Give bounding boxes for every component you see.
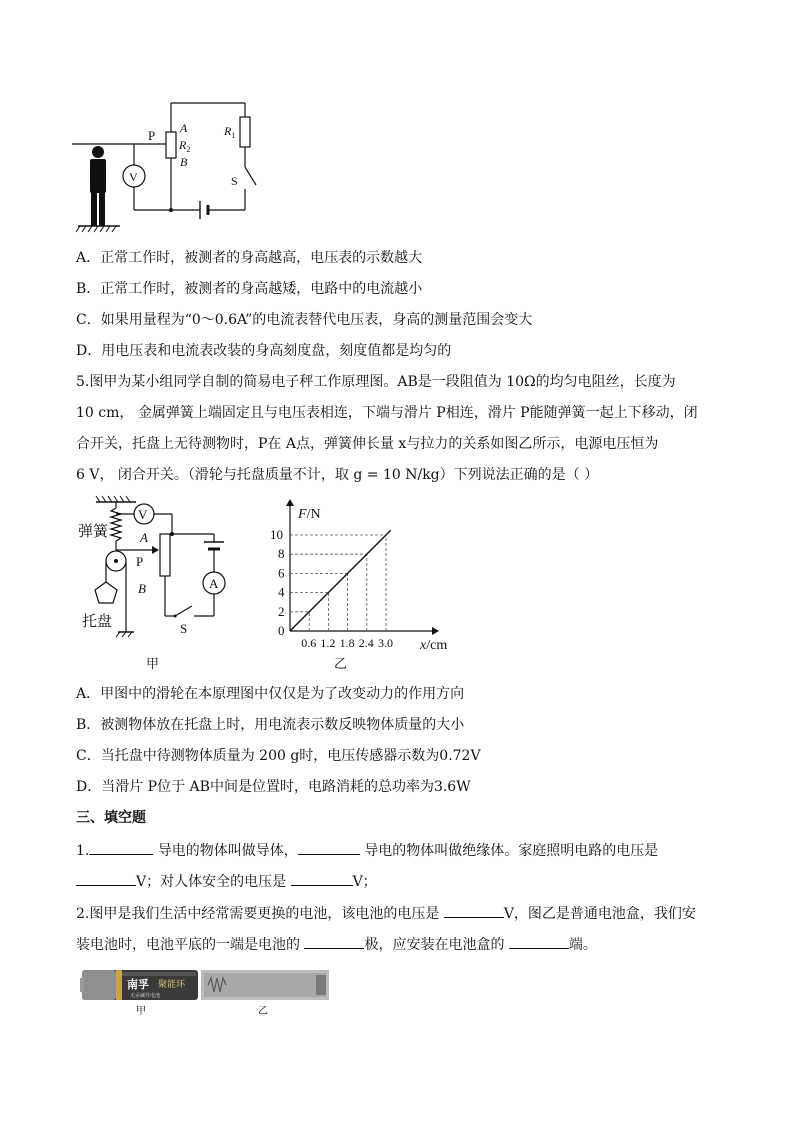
q5-option-a: A．甲图中的滑轮在本原理图中仅仅是为了改变动力的作用方向 [76, 686, 465, 702]
label-r1: $R_1$ [224, 124, 236, 140]
label-b: B [138, 581, 146, 596]
battery-photos-figure [80, 966, 332, 1022]
height-meter-circuit-figure [70, 95, 280, 235]
q5-option-c: C．当托盘中待测物体质量为 200 g时，电压传感器示数为0.72V [76, 748, 481, 764]
x-tick-label: 3.0 [378, 636, 393, 650]
label-spring: 弹簧 [78, 524, 109, 540]
q4-option-c: C．如果用量程为“0～0.6A”的电流表替代电压表，身高的测量范围会变大 [76, 312, 533, 328]
data-line [290, 530, 391, 631]
label-s: S [231, 174, 238, 188]
q5-stem-line-4: 6 V， 闭合开关。（滑轮与托盘质量不计，取 g = 10 N/kg）下列说法正确的是（ ） [76, 467, 599, 483]
figure-caption-jia: 甲 [136, 1006, 146, 1017]
answer-blank[interactable] [304, 934, 364, 949]
q4-option-b: B．正常工作时，被测者的身高越矮，电路中的电流越小 [76, 281, 423, 297]
y-axis-label: F/N [298, 507, 321, 522]
person-figure [90, 146, 106, 226]
q2-line-2: 装电池时，电池平底的一端是电池的 极，应安装在电池盒的 端。 [76, 934, 597, 955]
q1-line-1: 1. 导电的物体叫做导体， 导电的物体叫做绝缘体。家庭照明电路的电压是 [76, 840, 658, 861]
battery-small-text: 无汞碱性电池 [130, 994, 161, 999]
y-tick-label: 2 [278, 603, 285, 619]
battery-brand-2: 聚能环 [158, 979, 186, 989]
label-s: S [180, 621, 188, 636]
label-a: A [140, 530, 148, 545]
x-tick-label: 1.8 [339, 636, 355, 650]
section-title: 三、填空题 [76, 810, 146, 826]
answer-blank[interactable] [89, 840, 153, 855]
y-tick-label: 8 [278, 546, 285, 562]
x-tick-label: 0.6 [301, 636, 317, 650]
label-p: P [148, 128, 156, 143]
voltmeter-label: V [138, 507, 148, 522]
x-axis-arrow [432, 627, 439, 635]
answer-blank[interactable] [76, 871, 136, 886]
q5-stem-line-3: 合开关，托盘上无待测物时，P在 A点，弹簧伸长量 x与拉力的关系如图乙所示，电源电压恒为 [76, 436, 659, 452]
q5-option-d: D．当滑片 P位于 AB中间是位置时，电路消耗的总功率为3.6W [76, 779, 471, 795]
ammeter-label: A [209, 576, 219, 591]
y-axis-arrow [286, 499, 294, 506]
q5-stem-line-1: 5.图甲为某小组同学自制的简易电子秤工作原理图。AB是一段阻值为 10Ω的均匀电阻丝，长度为 [76, 374, 676, 390]
label-p: P [136, 554, 144, 569]
battery-brand: 南孚 [127, 979, 149, 991]
figure-caption-yi: 乙 [258, 1006, 268, 1017]
answer-blank[interactable] [298, 840, 360, 855]
voltmeter-label: V [129, 170, 138, 184]
battery-box-image [201, 970, 329, 1000]
q2-line-1: 2.图甲是我们生活中经常需要更换的电池，该电池的电压是 V，图乙是普通电池盒，我们安 [76, 903, 696, 924]
electronic-scale-circuit-figure [74, 494, 244, 674]
force-extension-chart [262, 494, 462, 674]
y-tick-label: 6 [278, 565, 285, 581]
figure-caption-yi: 乙 [334, 656, 348, 671]
label-b: B [180, 155, 188, 169]
q5-option-b: B．被测物体放在托盘上时，用电流表示数反映物体质量的大小 [76, 717, 465, 733]
x-axis-label: x/cm [420, 638, 448, 653]
answer-blank[interactable] [509, 934, 569, 949]
q4-option-a: A．正常工作时，被测者的身高越高，电压表的示数越大 [76, 250, 423, 266]
q5-stem-line-2: 10 cm， 金属弹簧上端固定且与电压表相连，下端与滑片 P相连，滑片 P能随弹簧一起上下移动，闭 [76, 405, 698, 421]
x-tick-label: 2.4 [358, 636, 374, 650]
q4-option-d: D．用电压表和电流表改装的身高刻度盘，刻度值都是均匀的 [76, 343, 452, 359]
figure-caption-jia: 甲 [146, 656, 160, 671]
answer-blank[interactable] [291, 871, 353, 886]
answer-blank[interactable] [444, 903, 504, 918]
label-r2: $R_2$ [179, 138, 191, 154]
label-a: A [180, 121, 188, 135]
x-tick-label: 1.2 [320, 636, 336, 650]
y-tick-label: 10 [270, 527, 283, 542]
y-tick-label: 4 [278, 584, 285, 600]
q1-line-2: V；对人体安全的电压是 V； [76, 871, 377, 892]
origin-label: 0 [278, 623, 285, 638]
label-tray: 托盘 [82, 614, 113, 630]
battery-image [80, 970, 198, 1000]
